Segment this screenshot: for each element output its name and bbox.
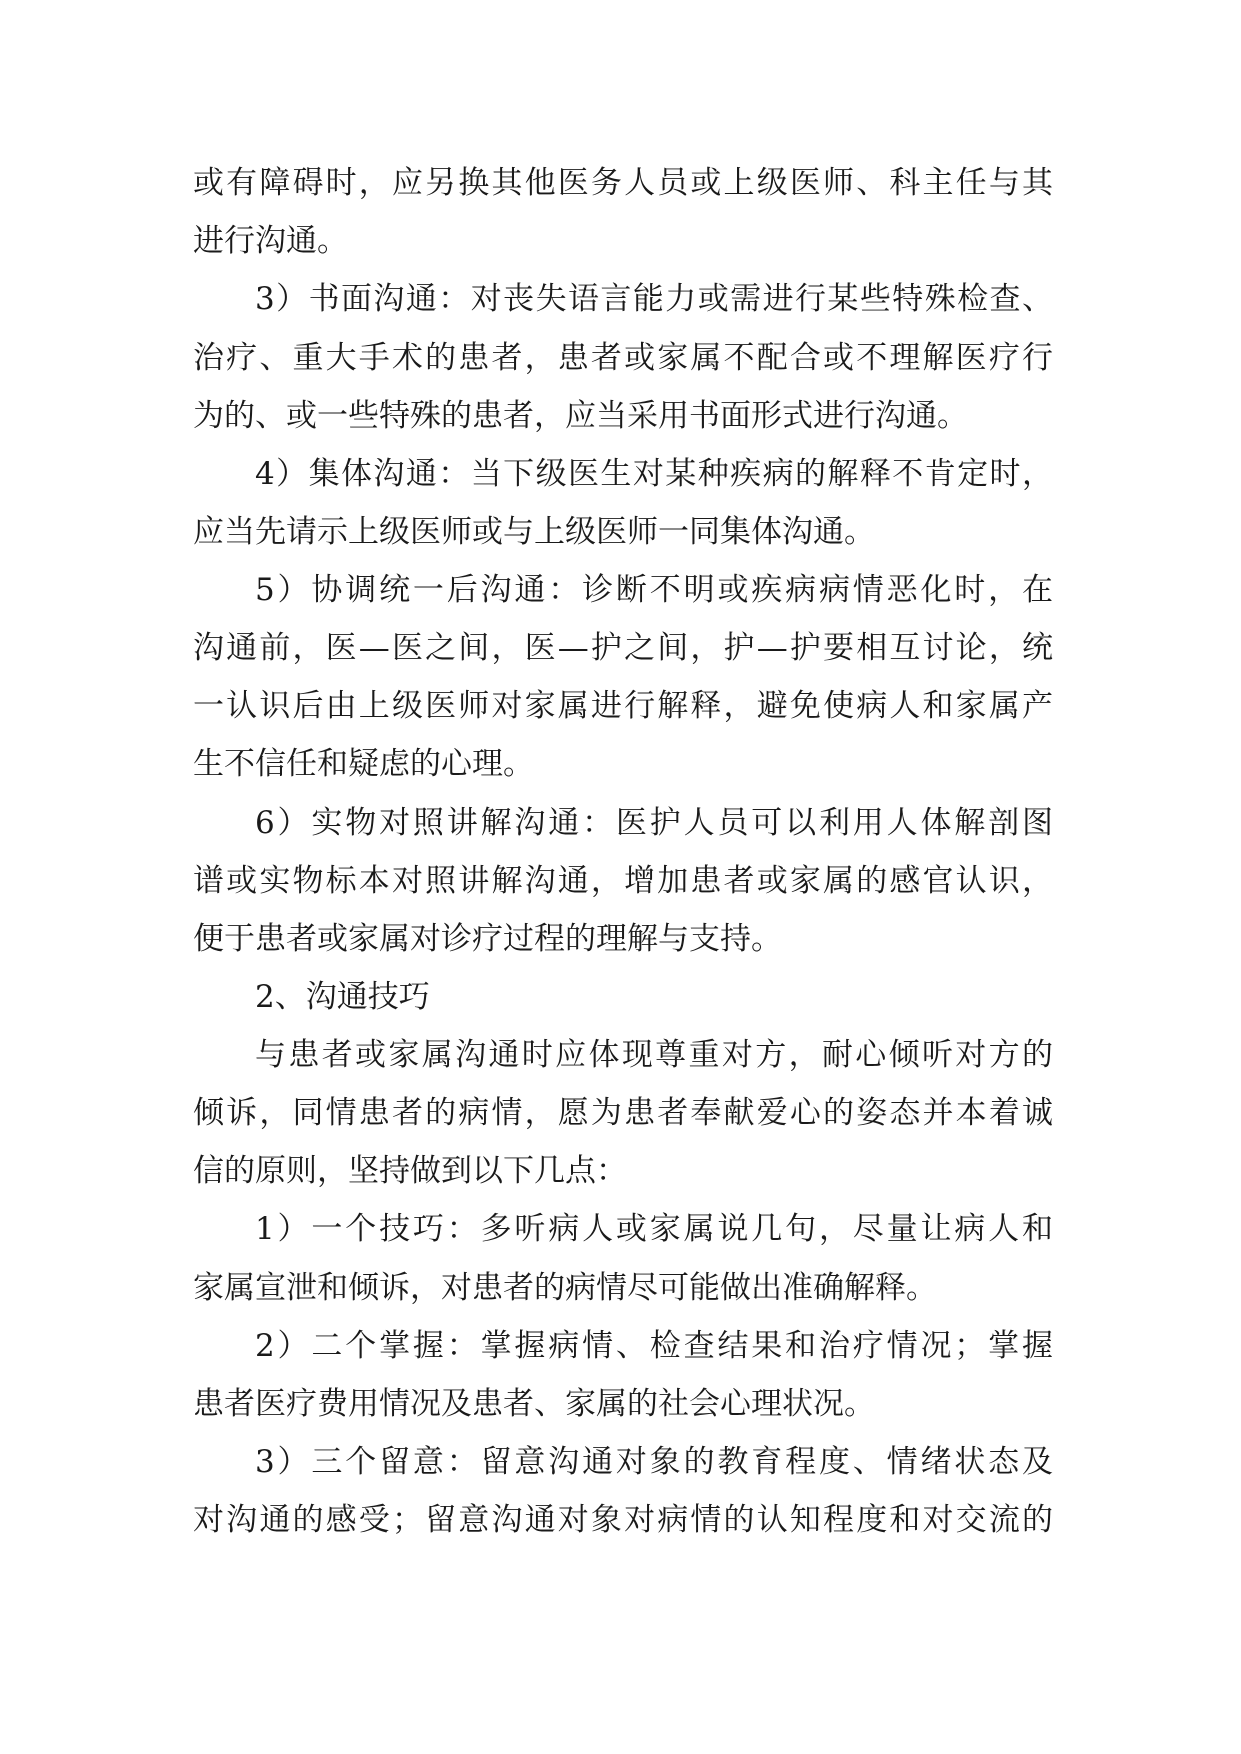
text-line: 为的、或一些特殊的患者，应当采用书面形式进行沟通。 bbox=[193, 398, 968, 434]
text-line: 应当先请示上级医师或与上级医师一同集体沟通。 bbox=[193, 514, 875, 550]
paragraph-line: 与患者或家属沟通时应体现尊重对方，耐心倾听对方的 bbox=[255, 1037, 1053, 1073]
paragraph-line: 3）三个留意：留意沟通对象的教育程度、情绪状态及 bbox=[255, 1444, 1053, 1480]
text-line: 一认识后由上级医师对家属进行解释，避免使病人和家属产 bbox=[193, 688, 1053, 724]
text-line: 生不信任和疑虑的心理。 bbox=[193, 746, 534, 782]
text-line: 家属宣泄和倾诉，对患者的病情尽可能做出准确解释。 bbox=[193, 1270, 937, 1306]
text-line: 谱或实物标本对照讲解沟通，增加患者或家属的感官认识， bbox=[193, 863, 1053, 899]
text-line: 沟通前，医—医之间，医—护之间，护—护要相互讨论，统 bbox=[193, 630, 1053, 666]
paragraph-line: 2）二个掌握：掌握病情、检查结果和治疗情况；掌握 bbox=[255, 1328, 1053, 1364]
paragraph-line: 3）书面沟通：对丧失语言能力或需进行某些特殊检查、 bbox=[255, 281, 1053, 317]
text-line: 对沟通的感受；留意沟通对象对病情的认知程度和对交流的 bbox=[193, 1502, 1053, 1538]
text-line: 进行沟通。 bbox=[193, 223, 348, 259]
paragraph-line: 6）实物对照讲解沟通：医护人员可以利用人体解剖图 bbox=[255, 805, 1053, 841]
text-line: 或有障碍时，应另换其他医务人员或上级医师、科主任与其 bbox=[193, 165, 1053, 201]
section-heading: 2、沟通技巧 bbox=[255, 979, 430, 1015]
text-line: 患者医疗费用情况及患者、家属的社会心理状况。 bbox=[193, 1386, 875, 1422]
paragraph-line: 5）协调统一后沟通：诊断不明或疾病病情恶化时，在 bbox=[255, 572, 1053, 608]
text-line: 倾诉，同情患者的病情，愿为患者奉献爱心的姿态并本着诚 bbox=[193, 1095, 1053, 1131]
text-line: 治疗、重大手术的患者，患者或家属不配合或不理解医疗行 bbox=[193, 340, 1053, 376]
paragraph-line: 4）集体沟通：当下级医生对某种疾病的解释不肯定时， bbox=[255, 456, 1053, 492]
paragraph-line: 1）一个技巧：多听病人或家属说几句，尽量让病人和 bbox=[255, 1211, 1053, 1247]
text-line: 便于患者或家属对诊疗过程的理解与支持。 bbox=[193, 921, 782, 957]
text-line: 信的原则，坚持做到以下几点： bbox=[193, 1153, 627, 1189]
